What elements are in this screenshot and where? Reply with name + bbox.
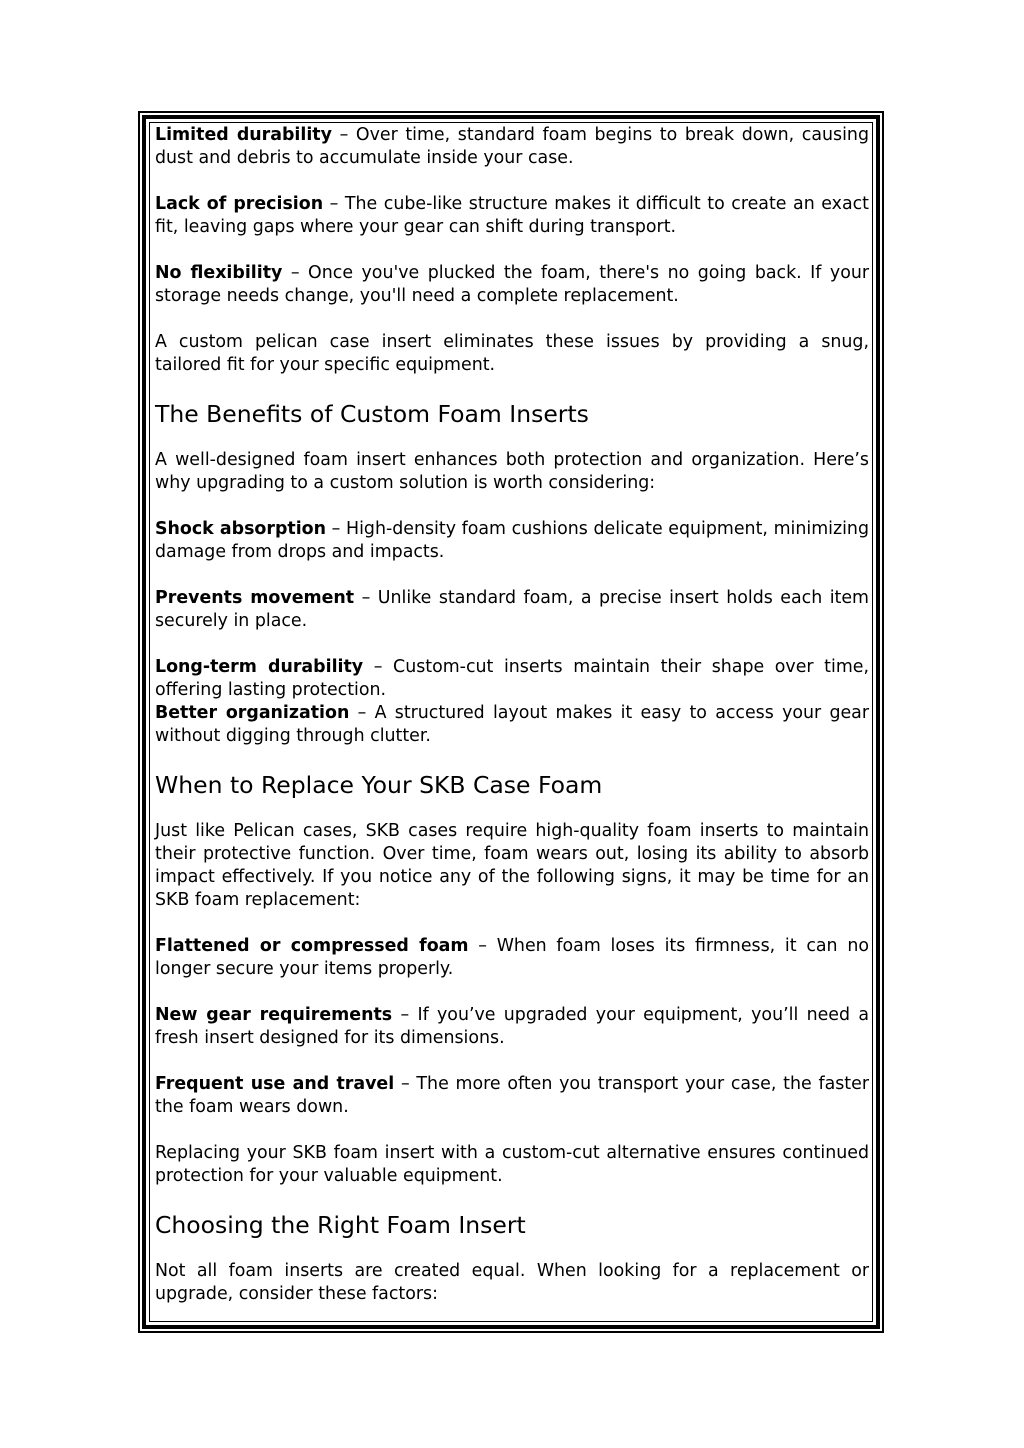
item-text: – Unlike standard foam, a precise insert holds each item securely in place. xyxy=(155,588,869,631)
item-term: Flattened or compressed foam xyxy=(155,936,469,956)
item-long-term-durability xyxy=(155,656,869,702)
paragraph-skb-replace: Replacing your SKB foam insert with a custom-cut alternative ensures continued protection for your valuable equipment. xyxy=(155,1143,869,1186)
item-term: Frequent use and travel xyxy=(155,1074,395,1094)
paragraph-skb-intro: Just like Pelican cases, SKB cases require high-quality foam inserts to maintain their protective function. Over time, foam wears out, losing its ability to absorb impact effectively. If you notice any of the following signs, it may be time for an SKB foam replacement: xyxy=(155,821,869,910)
item-term: No flexibility xyxy=(155,263,283,283)
item-frequent-use xyxy=(155,1073,869,1119)
paragraph-benefits-intro: A well-designed foam insert enhances both protection and organization. Here’s why upgrading to a custom solution is worth considering: xyxy=(155,450,869,493)
item-new-gear xyxy=(155,1004,869,1050)
item-text: – A structured layout makes it easy to access your gear without digging through clutter. xyxy=(155,703,869,746)
item-text: – Once you've plucked the foam, there's no going back. If your storage needs change, you'll need a complete replacement. xyxy=(155,263,870,306)
item-text: – If you’ve upgraded your equipment, you’ll need a fresh insert designed for its dimensions. xyxy=(155,1005,870,1048)
item-term: Limited durability xyxy=(155,125,332,145)
heading-benefits: The Benefits of Custom Foam Inserts xyxy=(155,400,589,428)
item-lack-of-precision xyxy=(155,193,869,239)
item-better-organization xyxy=(155,702,869,748)
item-prevents-movement xyxy=(155,587,869,633)
item-shock-absorption xyxy=(155,518,869,564)
item-text: – High-density foam cushions delicate equipment, minimizing damage from drops and impacts. xyxy=(155,519,869,562)
paragraph-custom-insert: A custom pelican case insert eliminates these issues by providing a snug, tailored fit for your specific equipment. xyxy=(155,332,869,375)
item-flattened-foam xyxy=(155,935,869,981)
heading-choosing: Choosing the Right Foam Insert xyxy=(155,1211,526,1239)
heading-skb: When to Replace Your SKB Case Foam xyxy=(155,771,603,799)
item-term: Shock absorption xyxy=(155,519,327,539)
item-term: Prevents movement xyxy=(155,588,355,608)
item-term: New gear requirements xyxy=(155,1005,393,1025)
document-body xyxy=(155,124,869,1329)
item-no-flexibility xyxy=(155,262,869,308)
item-text: – When foam loses its firmness, it can no longer secure your items properly. xyxy=(155,936,869,979)
item-term: Long-term durability xyxy=(155,657,364,677)
item-term: Lack of precision xyxy=(155,194,324,214)
item-text: – Over time, standard foam begins to break down, causing dust and debris to accumulate inside your case. xyxy=(155,125,869,168)
item-text: – The cube-like structure makes it difficult to create an exact fit, leaving gaps where your gear can shift during transport. xyxy=(155,194,869,237)
item-text: – Custom-cut inserts maintain their shape over time, offering lasting protection. xyxy=(155,657,869,700)
item-limited-durability xyxy=(155,124,869,170)
paragraph-choosing: Not all foam inserts are created equal. When looking for a replacement or upgrade, consider these factors: xyxy=(155,1261,869,1304)
item-text: – The more often you transport your case, the faster the foam wears down. xyxy=(155,1074,869,1117)
item-term: Better organization xyxy=(155,703,350,723)
